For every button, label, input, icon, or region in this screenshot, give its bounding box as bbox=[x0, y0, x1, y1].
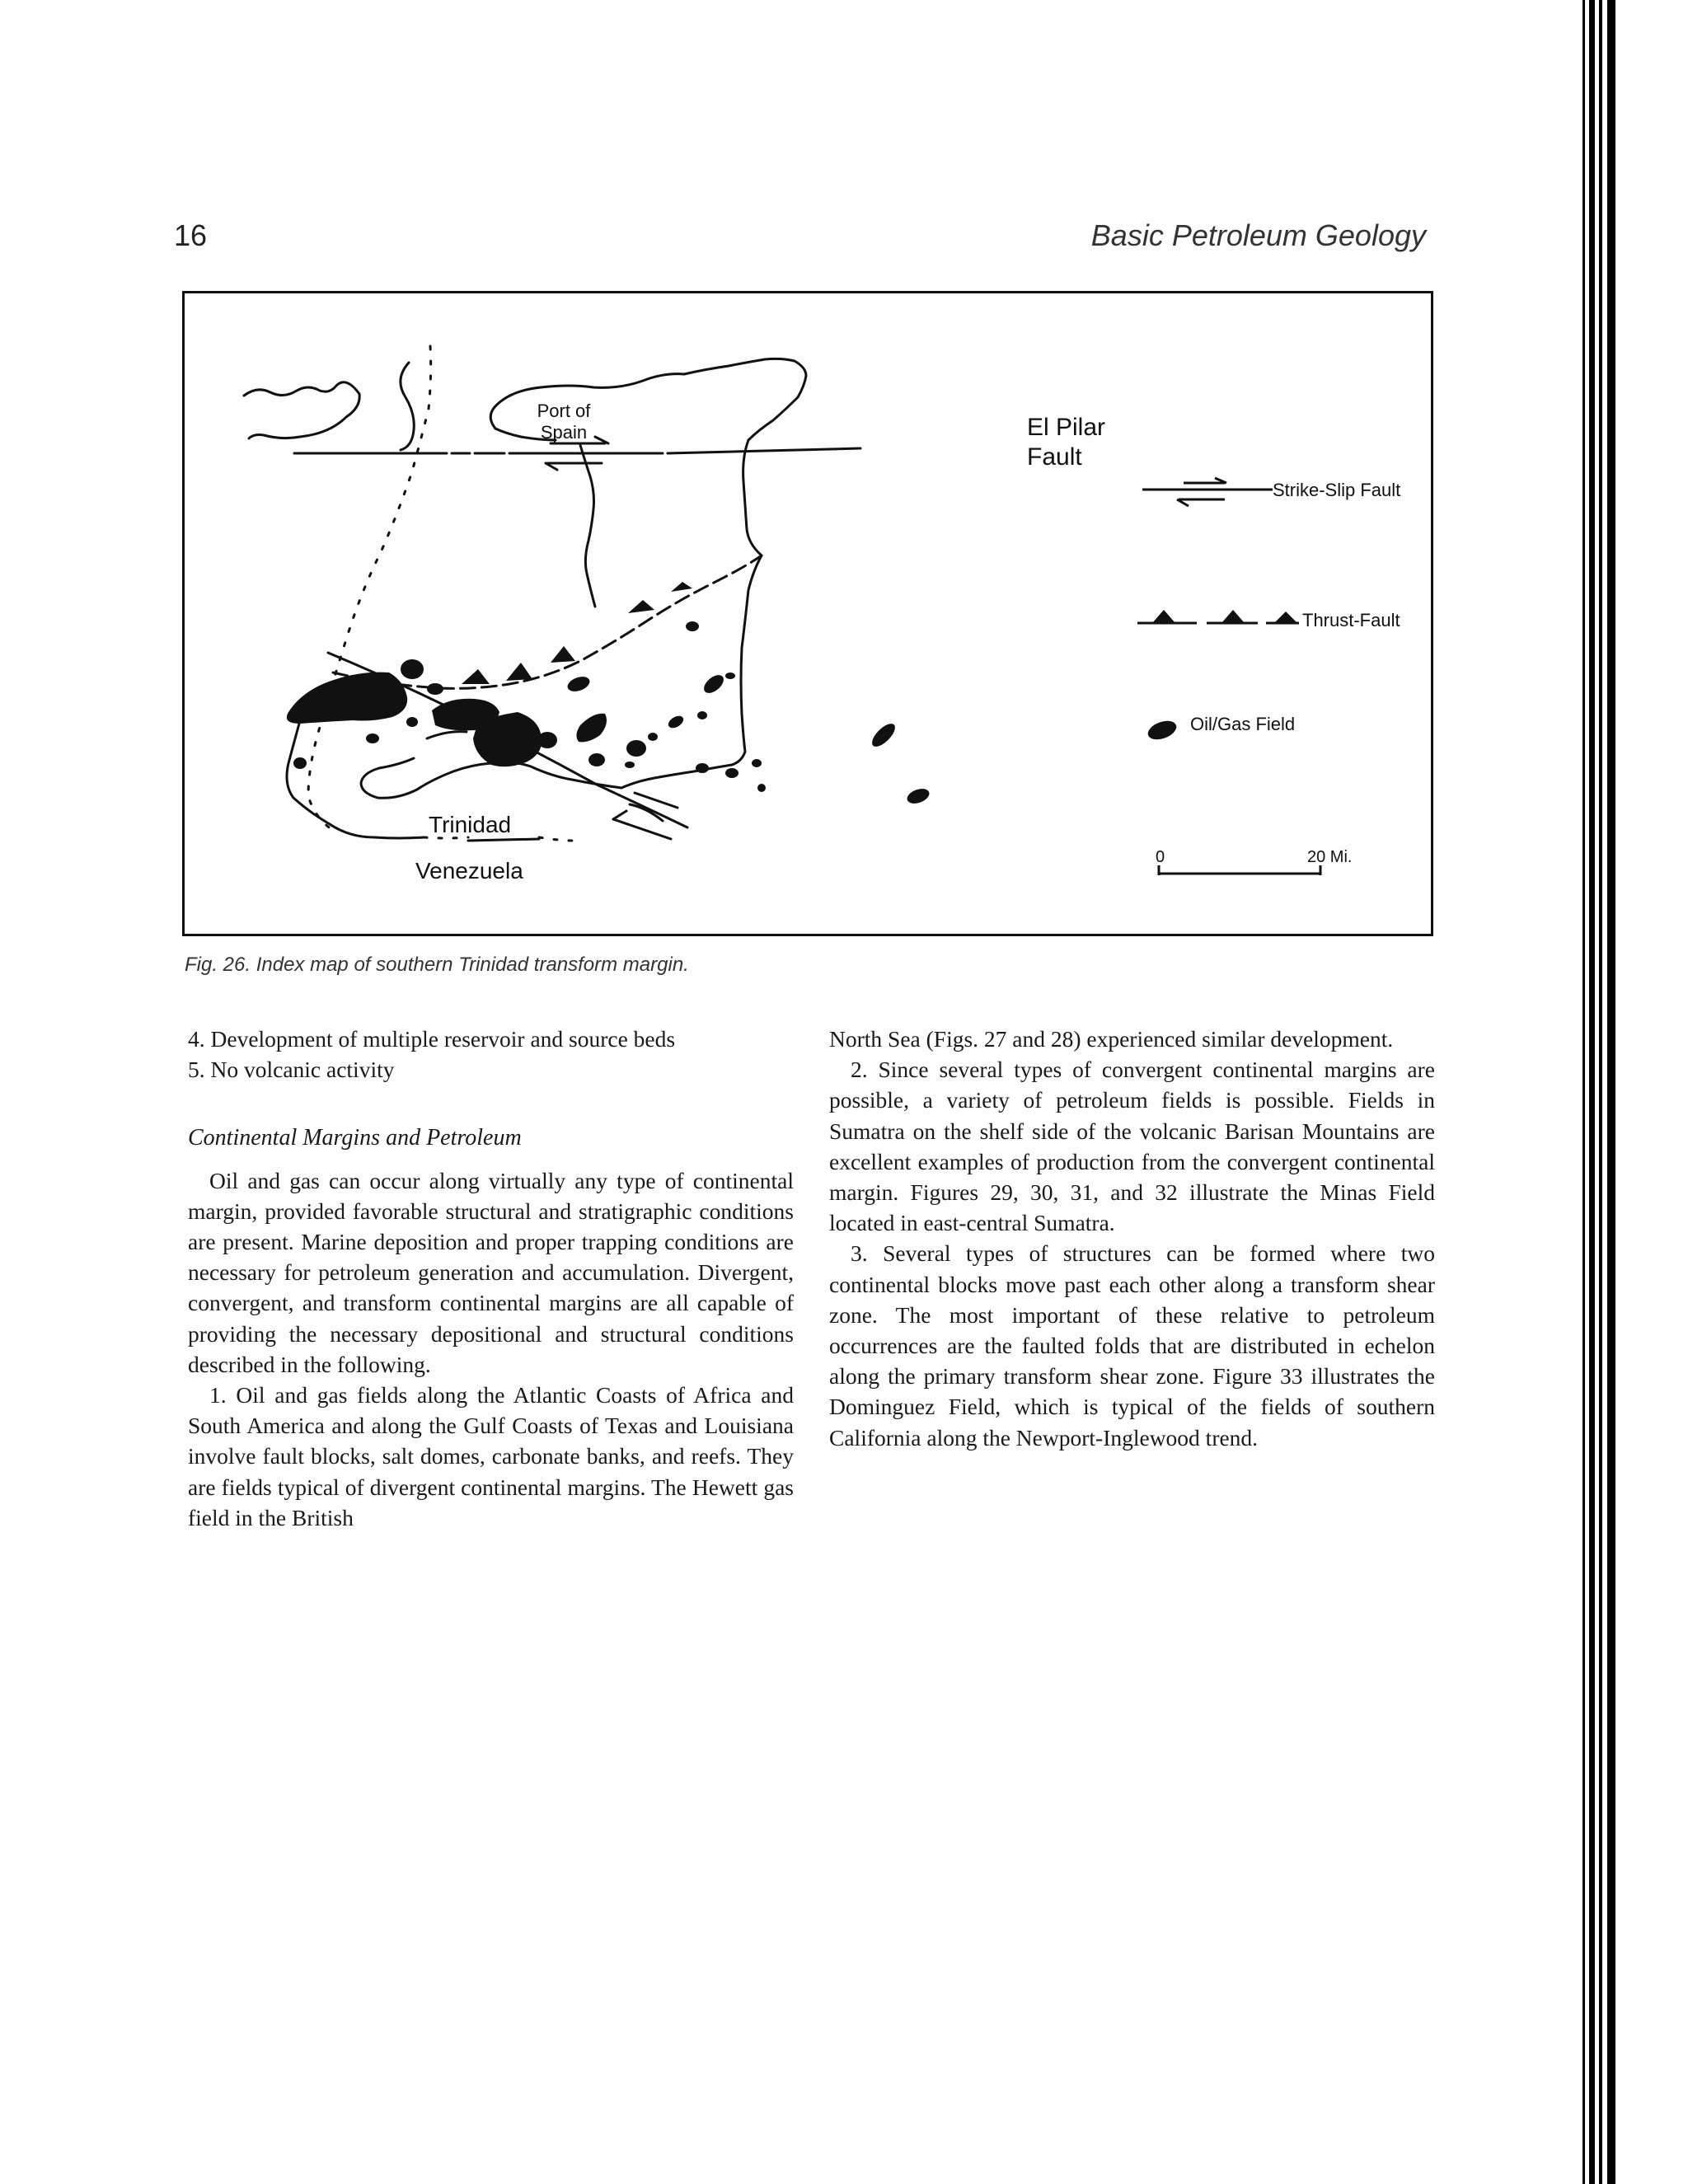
legend-strike-slip-label: Strike-Slip Fault bbox=[1273, 480, 1401, 500]
legend-oil-gas bbox=[1146, 714, 1295, 743]
thrust-fault-line bbox=[333, 555, 762, 688]
gulf-line-a bbox=[427, 732, 467, 738]
legend-strike-slip bbox=[1142, 478, 1400, 506]
east-coast-line bbox=[621, 440, 762, 788]
paragraph: North Sea (Figs. 27 and 28) experienced similar development. bbox=[829, 1026, 1394, 1052]
paragraph: Oil and gas can occur along virtually any type of continental margin, provided favorable structural and stratigraphic conditions are present. Marine deposition and proper trapping conditions are necessary for petroleum generation and accumulation. Divergent, convergent, and transform continental margins are all capable of providing the necessary depositional and structural conditions described in the following. bbox=[188, 1167, 794, 1377]
thrust-teeth bbox=[462, 582, 692, 684]
binding-edge-line bbox=[1582, 0, 1585, 2184]
right-column bbox=[829, 1024, 1435, 1453]
legend-thrust-label: Thrust-Fault bbox=[1302, 610, 1400, 630]
los-bajos-arrow-head bbox=[613, 811, 626, 819]
trinidad-index-map bbox=[185, 293, 1431, 934]
scale-bar bbox=[1156, 848, 1352, 875]
running-title: Basic Petroleum Geology bbox=[1090, 218, 1426, 252]
oil-gas-fields bbox=[287, 621, 931, 806]
left-column bbox=[188, 1024, 794, 1533]
figure-caption: Fig. 26. Index map of southern Trinidad transform margin. bbox=[185, 954, 689, 976]
trinidad-label: Trinidad bbox=[429, 812, 512, 837]
legend-oil-gas-label: Oil/Gas Field bbox=[1190, 714, 1296, 734]
section-heading: Continental Margins and Petroleum bbox=[188, 1125, 522, 1151]
el-pilar-fault-line bbox=[294, 448, 860, 453]
port-of-spain-label-2: Spain bbox=[540, 422, 588, 443]
venezuela-shore-line bbox=[287, 709, 424, 838]
scale-end-label: 20 Mi. bbox=[1307, 848, 1353, 866]
binding-edge-line bbox=[1607, 0, 1615, 2184]
boundary-dotted-lower bbox=[424, 837, 468, 838]
figure-map bbox=[182, 291, 1433, 936]
north-coast-line bbox=[490, 359, 806, 440]
page-number: 16 bbox=[174, 218, 208, 252]
venezuela-coast-line bbox=[244, 382, 359, 438]
port-of-spain-label-1: Port of bbox=[537, 401, 591, 421]
binding-edge-line bbox=[1599, 0, 1602, 2184]
los-bajos-fault-3 bbox=[613, 819, 671, 839]
el-pilar-label-2: Fault bbox=[1027, 443, 1082, 471]
list-item-4: 4. Development of multiple reservoir and source beds bbox=[188, 1026, 676, 1052]
paragraph: 3. Several types of structures can be formed where two continental blocks move past each other along a transform shear zone. The most important of these relative to petroleum occurrences are the faulted folds that are distributed in echelon along the primary transform shear zone. Figure 33 illustrates the Dominguez Field, which is typical of the fields of southern California along the Newport-Inglewood trend. bbox=[829, 1240, 1435, 1451]
paragraph: 2. Since several types of convergent continental margins are possible, a variety of petroleum fields is possible. Fields in Sumatra on the shelf side of the volcanic Barisan Mountains are excellent examples of production from the convergent continental margin. Figures 29, 30, 31, and 32 illustrate the Minas Field located in east-central Sumatra. bbox=[829, 1057, 1435, 1236]
boundary-dotted-right bbox=[539, 837, 572, 841]
venezuela-label: Venezuela bbox=[415, 858, 523, 883]
paragraph: 1. Oil and gas fields along the Atlantic Coasts of Africa and South America and along the Gulf Coasts of Texas and Louisiana involve fault blocks, salt domes, carbonate banks, and reefs. They are fields typical of divergent continental margins. The Hewett gas field in the British bbox=[188, 1382, 794, 1530]
west-coast-line bbox=[580, 445, 595, 607]
international-boundary bbox=[468, 839, 539, 841]
scale-start-label: 0 bbox=[1156, 848, 1165, 866]
el-pilar-label-1: El Pilar bbox=[1027, 414, 1106, 441]
binding-edge-line bbox=[1589, 0, 1595, 2184]
legend-thrust bbox=[1137, 610, 1400, 630]
paria-coast-line bbox=[401, 363, 414, 450]
list-item-5: 5. No volcanic activity bbox=[188, 1057, 395, 1083]
